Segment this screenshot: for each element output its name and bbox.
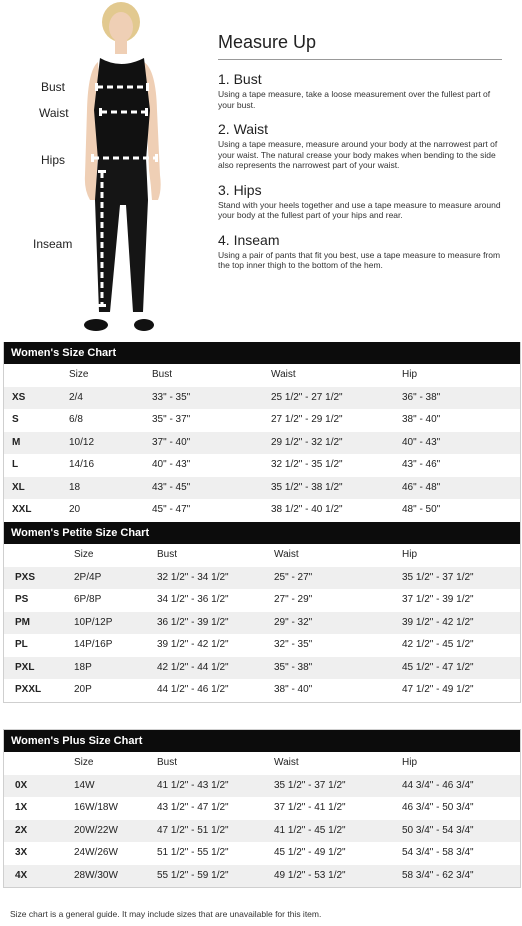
waist-label: Waist (39, 106, 69, 120)
cell-bust: 55 1/2" - 59 1/2" (157, 869, 229, 881)
cell-hip: 42 1/2" - 45 1/2" (402, 639, 474, 650)
cell-hip: 38" - 40" (402, 414, 441, 425)
header-hip: Hip (402, 369, 418, 380)
chart-title: Women's Petite Size Chart (4, 522, 520, 544)
cell-bust: 39 1/2" - 42 1/2" (157, 639, 229, 650)
row-label: PXXL (15, 684, 42, 695)
row-label: 2X (15, 824, 28, 836)
cell-size: 10/12 (69, 436, 95, 448)
cell-waist: 35 1/2" - 38 1/2" (271, 481, 343, 493)
cell-size: 2/4 (69, 391, 83, 403)
table-row (4, 679, 520, 702)
table-row (4, 775, 520, 798)
measure-up-panel (218, 32, 502, 271)
cell-hip: 47 1/2" - 49 1/2" (402, 684, 474, 695)
model-figure (0, 0, 200, 338)
cell-bust: 42 1/2" - 44 1/2" (157, 661, 229, 673)
step-text: Using a tape measure, measure around your body at the narrowest part of your waist. The natural crease your body makes when bending to the side also represents the narrowest part of your waist. (218, 139, 498, 170)
table-row (4, 387, 520, 410)
cell-bust: 47 1/2" - 51 1/2" (157, 824, 229, 836)
header-bust: Bust (152, 369, 173, 380)
cell-waist: 25 1/2" - 27 1/2" (271, 391, 343, 403)
petite-size-chart (3, 522, 521, 703)
step-heading: 4. Inseam (218, 231, 280, 248)
header-waist: Waist (274, 757, 299, 768)
row-label: PS (15, 594, 29, 605)
cell-waist: 32" - 35" (274, 639, 313, 650)
cell-waist: 49 1/2" - 53 1/2" (274, 869, 346, 881)
cell-size: 24W/26W (74, 847, 118, 858)
row-label: PL (15, 639, 28, 650)
cell-waist: 27 1/2" - 29 1/2" (271, 414, 343, 425)
cell-hip: 45 1/2" - 47 1/2" (402, 661, 474, 673)
cell-bust: 43" - 45" (152, 481, 191, 493)
header-size: Size (69, 369, 89, 380)
row-label: S (12, 414, 19, 425)
cell-bust: 41 1/2" - 43 1/2" (157, 779, 229, 791)
table-row (4, 657, 520, 680)
cell-hip: 37 1/2" - 39 1/2" (402, 594, 474, 605)
header-hip: Hip (402, 549, 418, 560)
row-label: XXL (12, 504, 32, 515)
step-waist (218, 121, 502, 171)
step-hips (218, 182, 502, 221)
cell-waist: 32 1/2" - 35 1/2" (271, 459, 343, 470)
cell-hip: 36" - 38" (402, 391, 441, 403)
step-inseam (218, 232, 502, 271)
cell-hip: 50 3/4" - 54 3/4" (402, 824, 474, 836)
step-text: Stand with your heels together and use a tape measure to measure around your body at the fullest part of your hips and rear. (218, 199, 501, 220)
cell-hip: 46 3/4" - 50 3/4" (402, 802, 474, 813)
table-row (4, 797, 520, 820)
cell-size: 18P (74, 661, 92, 673)
cell-size: 28W/30W (74, 869, 118, 881)
cell-waist: 41 1/2" - 45 1/2" (274, 824, 346, 836)
measure-up-title: Measure Up (218, 32, 502, 60)
step-text: Using a pair of pants that fit you best, use a tape measure to measure from the top inner thigh to the bottom of the hem. (218, 249, 501, 270)
row-label: M (12, 436, 21, 448)
cell-hip: 43" - 46" (402, 459, 441, 470)
cell-size: 14P/16P (74, 639, 113, 650)
cell-hip: 48" - 50" (402, 504, 441, 515)
header-bust: Bust (157, 757, 178, 768)
cell-size: 18 (69, 481, 81, 493)
table-header-row (4, 364, 520, 387)
table-header-row (4, 544, 520, 567)
cell-hip: 39 1/2" - 42 1/2" (402, 616, 474, 628)
cell-size: 20W/22W (74, 824, 118, 836)
row-label: 1X (15, 802, 28, 813)
cell-waist: 35 1/2" - 37 1/2" (274, 779, 346, 791)
table-row (4, 612, 520, 635)
row-label: L (12, 459, 19, 470)
row-label: PM (15, 616, 30, 628)
table-row (4, 865, 520, 888)
cell-waist: 37 1/2" - 41 1/2" (274, 802, 346, 813)
cell-size: 20P (74, 684, 92, 695)
cell-size: 2P/4P (74, 571, 102, 583)
header-waist: Waist (271, 369, 296, 380)
step-text: Using a tape measure, take a loose measurement over the fullest part of your bust. (218, 89, 491, 110)
cell-hip: 44 3/4" - 46 3/4" (402, 779, 474, 791)
table-header-row (4, 752, 520, 775)
table-row (4, 820, 520, 843)
cell-waist: 35" - 38" (274, 661, 313, 673)
cell-bust: 35" - 37" (152, 414, 191, 425)
womens-size-chart (3, 342, 521, 523)
cell-bust: 32 1/2" - 34 1/2" (157, 571, 229, 583)
cell-bust: 44 1/2" - 46 1/2" (157, 684, 229, 695)
row-label: PXL (15, 661, 35, 673)
cell-size: 6P/8P (74, 594, 102, 605)
cell-size: 10P/12P (74, 616, 113, 628)
cell-size: 14W (74, 779, 95, 791)
inseam-label: Inseam (33, 237, 73, 251)
cell-bust: 43 1/2" - 47 1/2" (157, 802, 229, 813)
cell-waist: 45 1/2" - 49 1/2" (274, 847, 346, 858)
cell-hip: 46" - 48" (402, 481, 441, 493)
cell-waist: 27" - 29" (274, 594, 313, 605)
row-label: 4X (15, 869, 28, 881)
header-waist: Waist (274, 549, 299, 560)
cell-hip: 54 3/4" - 58 3/4" (402, 847, 474, 858)
row-label: XS (12, 391, 26, 403)
cell-bust: 40" - 43" (152, 459, 191, 470)
bust-label: Bust (41, 80, 66, 94)
table-row (4, 409, 520, 432)
table-row (4, 454, 520, 477)
row-label: 3X (15, 847, 28, 858)
cell-size: 6/8 (69, 414, 83, 425)
cell-waist: 29 1/2" - 32 1/2" (271, 436, 343, 448)
plus-size-chart (3, 729, 521, 888)
hips-label: Hips (41, 153, 66, 167)
table-row (4, 589, 520, 612)
row-label: PXS (15, 571, 36, 583)
cell-size: 16W/18W (74, 802, 118, 813)
row-label: XL (12, 481, 25, 493)
step-heading: 3. Hips (218, 181, 262, 198)
table-row (4, 634, 520, 657)
row-label: 0X (15, 779, 28, 791)
cell-hip: 35 1/2" - 37 1/2" (402, 571, 474, 583)
table-row (4, 432, 520, 455)
step-heading: 1. Bust (218, 71, 262, 87)
cell-waist: 38" - 40" (274, 684, 313, 695)
cell-size: 20 (69, 504, 81, 515)
cell-hip: 40" - 43" (402, 436, 441, 448)
header-size: Size (74, 549, 94, 560)
header-hip: Hip (402, 757, 418, 768)
cell-bust: 51 1/2" - 55 1/2" (157, 847, 229, 858)
cell-size: 14/16 (69, 459, 95, 470)
cell-bust: 34 1/2" - 36 1/2" (157, 594, 229, 605)
header-bust: Bust (157, 549, 178, 560)
cell-bust: 36 1/2" - 39 1/2" (157, 616, 229, 628)
cell-bust: 33" - 35" (152, 391, 191, 403)
header-size: Size (74, 757, 94, 768)
step-bust (218, 71, 502, 110)
size-chart-footnote: Size chart is a general guide. It may include sizes that are unavailable for this item. (10, 909, 322, 919)
cell-waist: 38 1/2" - 40 1/2" (271, 504, 343, 515)
table-row (4, 477, 520, 500)
chart-title: Women's Plus Size Chart (4, 730, 520, 752)
table-row (4, 567, 520, 590)
table-row (4, 842, 520, 865)
step-heading: 2. Waist (218, 121, 269, 137)
cell-hip: 58 3/4" - 62 3/4" (402, 869, 474, 881)
measurement-guides (0, 0, 200, 338)
cell-waist: 29" - 32" (274, 616, 313, 628)
cell-waist: 25" - 27" (274, 571, 313, 583)
chart-title: Women's Size Chart (4, 342, 520, 364)
cell-bust: 37" - 40" (152, 436, 191, 448)
table-row (4, 499, 520, 522)
cell-bust: 45" - 47" (152, 504, 191, 515)
